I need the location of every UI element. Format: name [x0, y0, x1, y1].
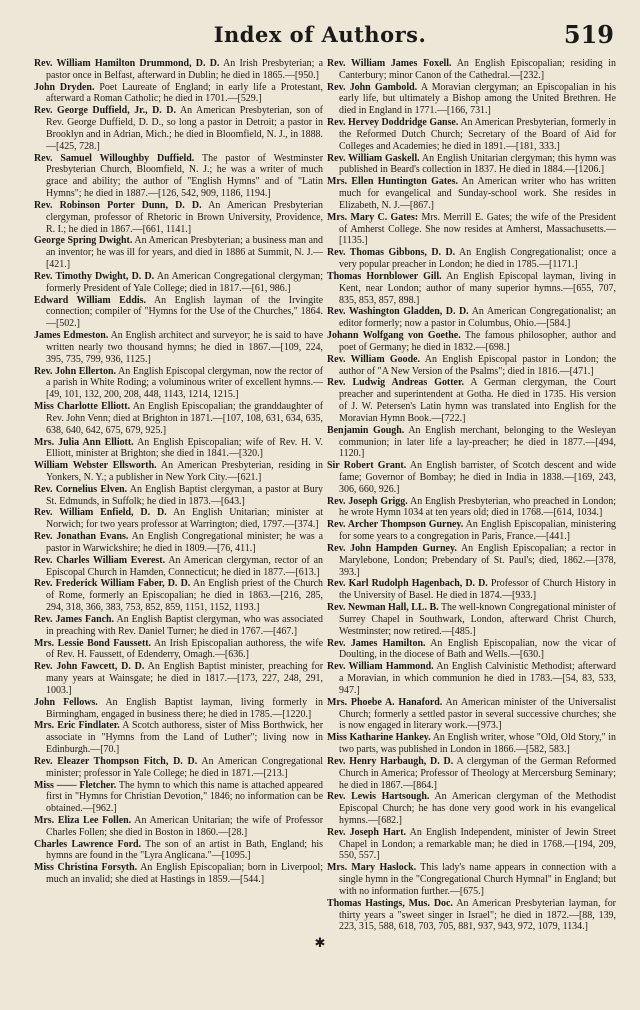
author-entry: [327, 247, 616, 271]
author-name: Rev. Robinson Porter Dunn, D. D.: [34, 199, 202, 211]
author-description: The famous philosopher, author and poet of Germany; he died in 1832.—[698.]: [339, 330, 616, 353]
author-entry: [327, 661, 616, 696]
author-name: Rev. Washington Gladden, D. D.: [327, 306, 469, 318]
author-name: Rev. Archer Thompson Gurney.: [327, 519, 464, 531]
author-name: Mrs. Lessie Bond Faussett.: [34, 637, 152, 649]
author-entry: [34, 614, 323, 638]
author-name: Miss Katharine Hankey.: [327, 732, 431, 744]
author-description: An American Congregational clergyman; formerly President of Yale College; died in 1817.—[61, 986.]: [46, 270, 323, 294]
author-entry: [327, 425, 616, 460]
author-description: A Moravian clergyman; an Episcopalian in his early life, but ultimately a Bishop among the United Brethren. He died in England in 1771.—[166, 731.]: [339, 81, 616, 117]
author-name: Rev. Joseph Hart.: [327, 826, 407, 838]
author-description: An English priest of the Church of Rome, formerly an Episcopalian; he died in 1863.—[216, 285, 294, 318, 366, 383, 753, 852, 859, 1151, 1152, 1193.]: [46, 578, 324, 614]
author-entry: [34, 235, 323, 270]
author-description: An English writer, whose "Old, Old Story," in two parts, was published in London in 1866.—[582, 583.]: [339, 732, 617, 756]
right-column: [327, 58, 616, 938]
author-name: Rev. James Fanch.: [34, 613, 115, 625]
author-name: Rev. John Ellerton.: [34, 365, 116, 377]
author-name: Sir Robert Grant.: [327, 460, 407, 472]
author-entry: [327, 176, 616, 211]
author-name: John Dryden.: [34, 81, 95, 93]
author-description: An English Episcopal clergyman, now the rector of a parish in White Roding; a voluminous writer of excellent hymns.—[49, 101, 132, 200, 208, 448, 1143, 1214, 1215.]: [46, 365, 324, 401]
author-description: An American Presbyterian, son of Rev. George Duffield, D. D., so long a pastor in Detroit; a pastor in Brooklyn and in Adrian, Mich.; he died in Bloomfield, N. J., in 1888.—[425, 728.]: [46, 105, 323, 152]
author-name: Rev. John Fawcett, D. D.: [34, 661, 145, 673]
author-name: Rev. Charles William Everest.: [34, 554, 166, 566]
author-name: Rev. George Duffield, Jr., D. D.: [34, 105, 176, 117]
author-entry: [327, 330, 616, 354]
author-name: Mrs. Eliza Lee Follen.: [34, 815, 132, 826]
author-description: An English Baptist clergyman, a pastor at Bury St. Edmunds, in Suffolk; he died in 1873.—[643.]: [46, 483, 323, 507]
author-description: An English Congregationalist; once a very popular preacher in London; he died in 1785.—[1171.]: [339, 247, 616, 271]
author-description: An American Presbyterian; a business man and an inventor; he was ill for years, and died in 1886 at Summit, N. J.—[421.]: [46, 235, 323, 271]
page-number: 519: [563, 20, 614, 49]
author-entry: [34, 401, 323, 436]
author-name: Rev. John Gambold.: [327, 81, 418, 93]
author-name: Mrs. Eric Findlater.: [34, 720, 120, 732]
author-name: William Webster Ellsworth.: [34, 460, 157, 472]
author-name: Rev. Eleazer Thompson Fitch, D. D.: [34, 755, 198, 767]
author-entry: [34, 555, 323, 579]
author-description: An American Congregational minister; professor in Yale College; he died in 1871.—[213.]: [46, 755, 324, 779]
author-name: Rev. James Hamilton.: [327, 637, 426, 649]
author-name: Mrs. Mary Haslock.: [327, 862, 417, 874]
author-description: The pastor of Westminster Presbyterian Church, Bloomfield, N. J.; he was a writer of much grace and ability; the author of "English Hymns" and of "Latin Hymns"; he died in 1887.—[126, 542, 909, 1186, 1194.]: [46, 152, 324, 200]
author-description: An English Unitarian; minister at Norwich; for two years professor at Warrington; died, 1797.—[374.]: [46, 507, 324, 531]
index-columns: [34, 58, 616, 938]
author-description: An American minister of the Universalist Church; formerly a settled pastor in several successive churches; she is now engaged in literary work.—[973.]: [339, 696, 616, 732]
author-entry: [327, 543, 616, 578]
author-entry: [327, 791, 616, 826]
author-entry: [327, 496, 616, 520]
author-entry: [327, 460, 616, 495]
author-name: Benjamin Gough.: [327, 424, 405, 436]
author-description: An English Episcopalian; born in Liverpool; much an invalid; she died at Hastings in 1859.—[544.]: [46, 862, 323, 886]
author-entry: [327, 519, 616, 543]
author-description: An English Episcopalian; the granddaughter of Rev. John Venn; died at Brighton in 1871.—[107, 108, 631, 634, 635, 638, 640, 642, 675, 679, 925.]: [46, 401, 324, 436]
author-name: Rev. Cornelius Elven.: [34, 483, 128, 495]
author-name: Rev. Hervey Doddridge Ganse.: [327, 117, 459, 129]
author-entry: [34, 295, 323, 330]
author-name: Thomas Hornblower Gill.: [327, 270, 442, 282]
author-description: A German clergyman, the Court preacher and superintendent at Gotha. He died in 1735. His version of J. W. Petersen's Latin hymn was translated into English for the Moravian Hymn Book.—[722.]: [339, 377, 617, 424]
author-name: Rev. Ludwig Andreas Gotter.: [327, 377, 464, 389]
author-entry: [34, 153, 323, 200]
author-description: An English Unitarian clergyman; this hymn was published in Beard's collection in 1837. He died in 1884.—[1206.]: [339, 152, 617, 176]
author-description: An English Episcopalian; residing in Canterbury; minor Canon of the Cathedral.—[232.]: [339, 58, 617, 81]
author-entry: [34, 697, 323, 721]
author-entry: [34, 366, 323, 401]
author-description: An English Baptist layman, living formerly in Birmingham, engaged in business there; he died in 1785.—[1220.]: [46, 696, 324, 720]
author-entry: [34, 578, 323, 613]
author-description: An American Presbyterian, residing in Yonkers, N. Y.; a publisher in New York City.—[621.]: [46, 460, 323, 483]
author-entry: [34, 200, 323, 235]
author-name: Rev. Joseph Grigg.: [327, 495, 408, 507]
author-description: An Irish Presbyterian; a pastor once in Belfast, afterward in Dublin; he died in 1865.—[950.]: [46, 58, 324, 81]
author-entry: [327, 756, 616, 791]
author-description: An American Presbyterian, formerly in the Reformed Dutch Church; Secretary of the Board of Aid for Colleges and Academies; he died in 1891.—[181, 333.]: [339, 117, 616, 152]
author-description: An English Episcopalian, now the vicar of Doulting, in the diocese of Bath and Wells.—[630.]: [339, 637, 616, 661]
author-name: Rev. William Enfield, D. D.: [34, 507, 167, 519]
author-name: Miss Charlotte Elliott.: [34, 401, 131, 413]
author-description: An English Congregational minister; he was a pastor in Warwickshire; he died in 1809.—[76, 411.]: [46, 531, 324, 554]
left-column: [34, 58, 323, 938]
author-entry: [34, 661, 323, 696]
author-entry: [34, 780, 323, 815]
author-entry: [327, 827, 616, 862]
author-description: An American clergyman of the Methodist Episcopal Church; he has done very good work in his evangelical hymns.—[682.]: [339, 791, 616, 826]
author-name: Rev. Frederick William Faber, D. D.: [34, 578, 191, 590]
author-name: Rev. Timothy Dwight, D. D.: [34, 270, 155, 282]
author-name: Rev. William Goode.: [327, 353, 421, 365]
author-description: An English Independent, minister of Jewin Street Chapel in London; a remarkable man; he died in 1768.—[194, 209, 550, 557.]: [339, 826, 616, 862]
author-description: An American Congregationalist; an editor formerly; now a pastor in Columbus, Ohio.—[584.]: [339, 306, 616, 330]
author-entry: [327, 354, 616, 378]
author-name: Mrs. Ellen Huntington Gates.: [327, 176, 458, 188]
author-entry: [327, 862, 616, 897]
author-entry: [34, 330, 323, 365]
author-entry: [327, 306, 616, 330]
author-name: Rev. Karl Rudolph Hagenbach, D. D.: [327, 578, 488, 590]
running-title: Index of Authors.: [213, 22, 427, 47]
author-description: An American clergyman, rector of an Episcopal Church in Hamden, Connecticut; he died in 1877.—[613.]: [46, 554, 323, 578]
author-entry: [34, 756, 323, 780]
author-name: Rev. John Hampden Gurney.: [327, 542, 457, 554]
author-name: Miss —— Fletcher.: [34, 779, 117, 791]
author-entry: [327, 58, 616, 82]
author-description: An English Baptist minister, preaching for many years at Wainsgate; he died in 1817.—[173, 227, 248, 291, 1003.]: [46, 661, 324, 696]
author-description: This lady's name appears in connection with a single hymn in the "Congregational Church Hymnal" in England; but with no information further.—[675.]: [339, 862, 616, 897]
author-description: An English Baptist clergyman, who was associated in preaching with Rev. Daniel Turner; he died in 1767.—[467.]: [46, 613, 323, 637]
author-name: James Edmeston.: [34, 330, 109, 342]
author-description: An English Episcopalian; wife of Rev. H. V. Elliott, minister at Brighton; she died in 1841.—[320.]: [46, 436, 323, 460]
author-entry: [34, 839, 323, 863]
author-description: Poet Laureate of England; in early life a Protestant, afterward a Roman Catholic; he died in 1701.—[529.]: [46, 81, 324, 105]
author-description: An American Unitarian; the wife of Professor Charles Follen; she died in Boston in 1860.—[28.]: [46, 815, 324, 838]
author-entry: [327, 82, 616, 117]
author-entry: [327, 602, 616, 637]
page-header: [0, 0, 640, 58]
author-description: An American Presbyterian clergyman, professor of Rhetoric in Brown University, Providence, R. I.; he died in 1867.—[661, 1141.]: [46, 199, 324, 235]
author-description: An English Episcopalian; a rector in Marylebone, London; Prebendary of St. Paul's; died, 1862.—[378, 393.]: [339, 542, 617, 578]
author-entry: [327, 578, 616, 602]
author-description: An English merchant, belonging to the Wesleyan communion; in later life a lay-preacher; he died in 1877.—[494, 1120.]: [339, 424, 616, 460]
author-entry: [327, 898, 616, 933]
author-description: Professor of Church History in the University of Basel. He died in 1874.—[933.]: [339, 578, 616, 602]
author-name: Mrs. Phoebe A. Hanaford.: [327, 696, 443, 708]
author-description: A clergyman of the German Reformed Church in America; Professor of Theology at Mercersburg Seminary; he died in 1867.—[864.]: [339, 755, 617, 791]
author-name: Rev. Jonathan Evans.: [34, 531, 129, 543]
author-description: An English Calvinistic Methodist; afterward a Moravian, in which communion he died in 1783.—[54, 83, 533, 947.]: [339, 661, 617, 696]
author-entry: [34, 815, 323, 839]
author-entry: [327, 732, 616, 756]
author-name: Rev. Newman Hall, LL. B.: [327, 602, 439, 614]
author-entry: [34, 82, 323, 106]
author-description: The son of an artist in Bath, England; his hymns are found in the "Lyra Anglicana."—[1095.]: [46, 838, 323, 862]
author-name: Rev. Henry Harbaugh, D. D.: [327, 755, 454, 767]
author-description: An English Presbyterian, who preached in London; he wrote Hymn 1034 at ten years old; died in 1768.—[614, 1034.]: [339, 495, 616, 519]
author-entry: [34, 862, 323, 886]
footer-ornament: ✱: [314, 935, 326, 950]
author-name: Rev. William Hamilton Drummond, D. D.: [34, 58, 220, 69]
author-entry: [34, 507, 323, 531]
author-description: An American Presbyterian layman, for thirty years a "sweet singer in Israel"; he died in 1872.—[88, 139, 223, 315, 588, 618, 703, 705, 881, 937, 943, 972, 1079, 1134.]: [339, 897, 616, 933]
author-name: Rev. Thomas Gibbons, D. D.: [327, 247, 456, 259]
author-entry: [327, 697, 616, 732]
author-entry: [327, 271, 616, 306]
author-name: Johann Wolfgang von Goethe.: [327, 330, 461, 342]
author-name: Charles Lawrence Ford.: [34, 838, 141, 850]
author-description: An English barrister, of Scotch descent and wide fame; Governor of Bombay; he died in India in 1838.—[169, 243, 306, 660, 926.]: [339, 460, 616, 495]
author-description: An English architect and surveyor; he is said to have written nearly two thousand hymns; he died in 1867.—[109, 224, 395, 735, 799, 936, 1125.]: [46, 330, 323, 365]
author-entry: [34, 484, 323, 508]
author-entry: [34, 105, 323, 152]
author-name: Mrs. Julia Ann Elliott.: [34, 436, 134, 448]
author-name: Rev. Lewis Hartsough.: [327, 791, 430, 803]
author-description: An English layman of the Irvingite connection; compiler of "Hymns for the Use of the Churches," 1864.—[502.]: [46, 294, 323, 330]
author-entry: [34, 58, 323, 82]
author-description: An American writer who has written much for evangelical and Sunday-school work. She resides in Elizabeth, N. J.—[867.]: [339, 176, 617, 211]
author-entry: [34, 638, 323, 662]
author-entry: [34, 271, 323, 295]
author-name: Thomas Hastings, Mus. Doc.: [327, 897, 453, 909]
author-entry: [34, 531, 323, 555]
author-name: Edward William Eddis.: [34, 294, 146, 306]
author-name: John Fellows.: [34, 696, 98, 708]
author-description: The well-known Congregational minister of Surrey Chapel in Southwark, London, afterward Christ Church, Westminster; now retired.—[485.]: [339, 602, 616, 637]
author-name: Rev. William James Foxell.: [327, 58, 452, 69]
author-entry: [327, 117, 616, 152]
author-description: An Irish Episcopalian authoress, the wife of Rev. H. Faussett, of Edenderry, Omagh.—[636.]: [46, 637, 323, 661]
author-entry: [327, 153, 616, 177]
author-description: A Scotch authoress, sister of Miss Borthwick, her associate in "Hymns from the Land of Luther"; living now in Edinburgh.—[70.]: [46, 720, 323, 756]
author-description: An English Episcopal layman, living in Kent, near London; author of many superior hymns.—[655, 707, 835, 853, 857, 898.]: [339, 270, 616, 306]
author-name: Mrs. Mary C. Gates:: [327, 211, 419, 223]
author-entry: [34, 720, 323, 755]
author-entry: [327, 377, 616, 424]
author-entry: [34, 460, 323, 484]
author-description: The hymn to which this name is attached appeared first in "Hymns for Christian Devotion," 1846; no information can be obtained.—[962.]: [46, 779, 323, 815]
author-name: Rev. William Hammond.: [327, 661, 434, 673]
author-entry: [327, 212, 616, 247]
author-description: Mrs. Merrill E. Gates; the wife of the President of Amherst College. She now resides at Amherst, Massachusetts.—[1135.]: [339, 211, 616, 247]
author-name: George Spring Dwight.: [34, 235, 133, 247]
author-name: Miss Christina Forsyth.: [34, 862, 138, 874]
author-description: An English Episcopalian, ministering for some years to a congregation in Paris, France.—[441.]: [339, 519, 617, 543]
author-description: An English Episcopal pastor in London; the author of "A New Version of the Psalms"; died in 1816.—[471.]: [339, 353, 617, 377]
author-entry: [34, 437, 323, 461]
author-name: Rev. William Gaskell.: [327, 152, 420, 164]
author-entry: [327, 638, 616, 662]
author-name: Rev. Samuel Willoughby Duffield.: [34, 152, 195, 164]
